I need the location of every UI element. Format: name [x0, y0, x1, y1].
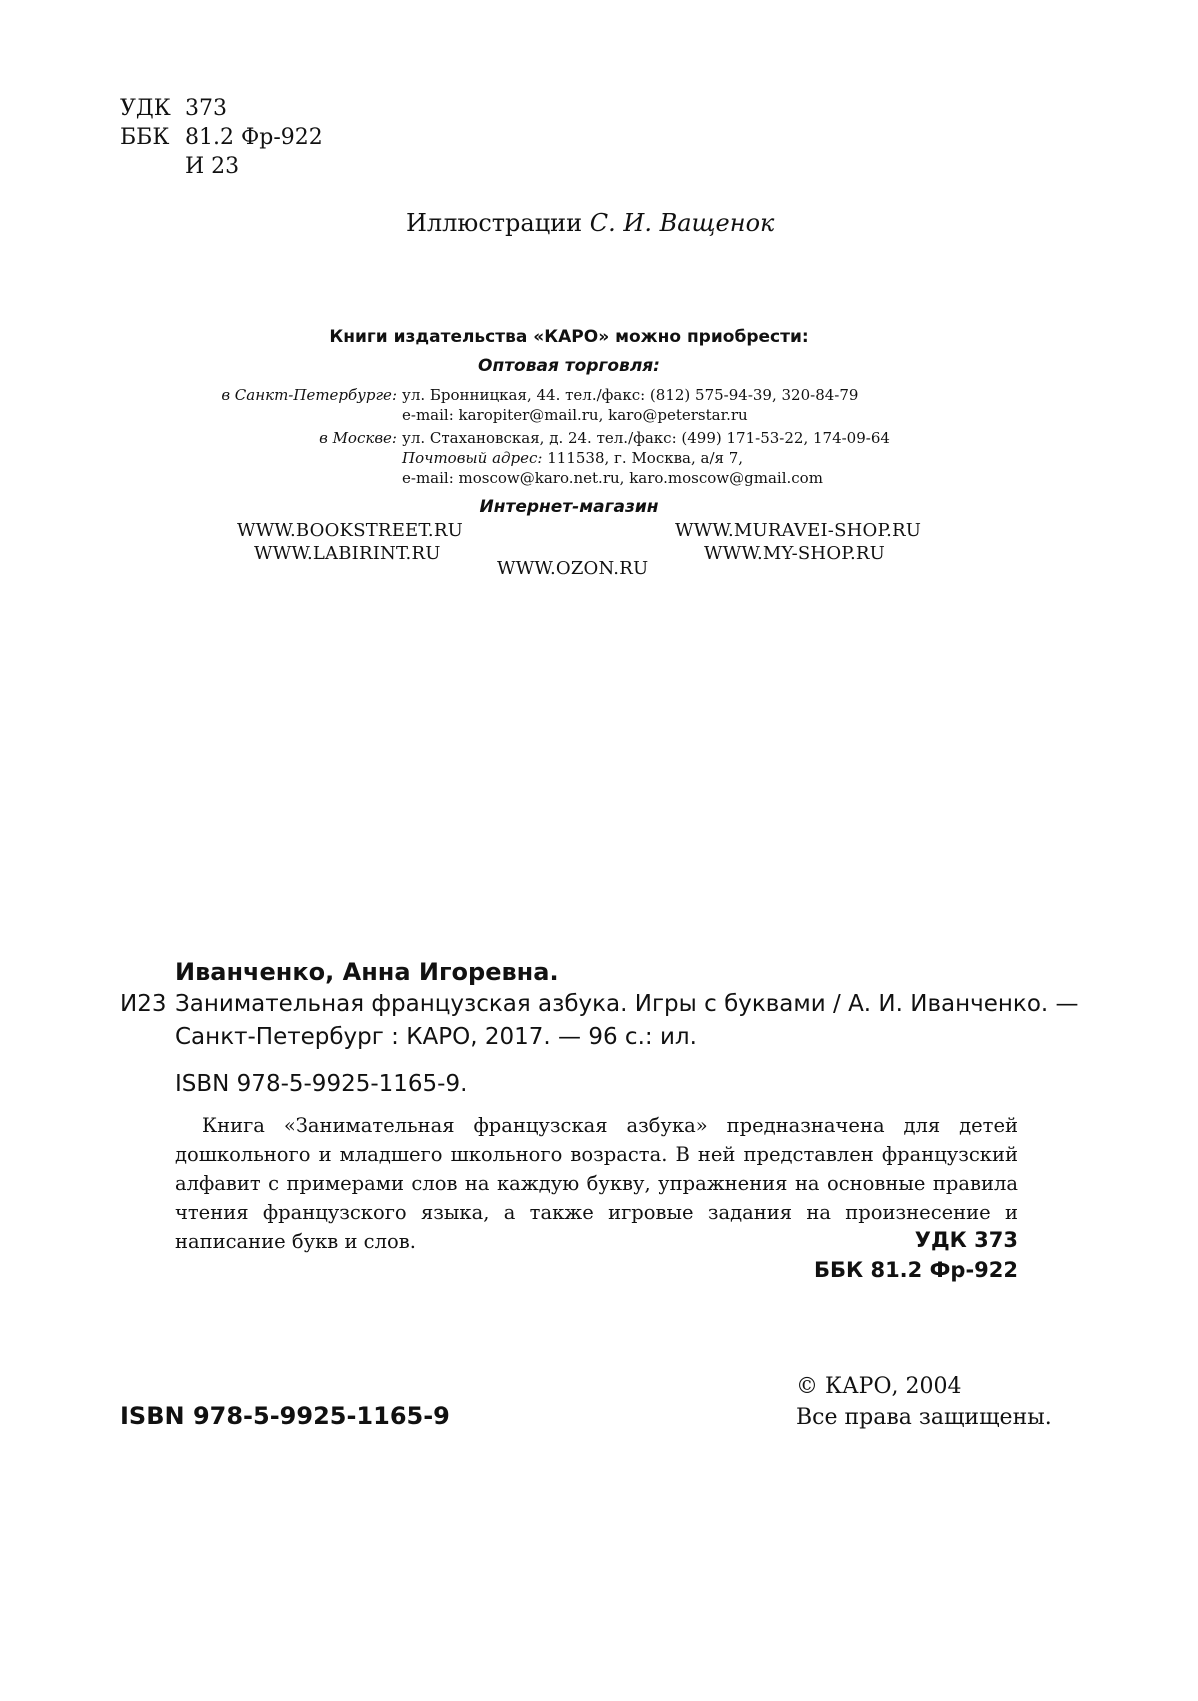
bib-annotation: Книга «Занимательная французская азбука» предназначена для детей дошкольного и младшего школьного возраста. В ней представлен французский алфавит с примерами слов на каждую букву, упражнения на основные правила чтения французского языка, а также игровые задания на произнесение и написание букв и слов.	[175, 1114, 1018, 1253]
udk-label: УДК	[120, 96, 171, 121]
bib-bbk: ББК 81.2 Фр-922	[813, 1258, 1018, 1282]
moscow-postal-value: 111538, г. Москва, а/я 7,	[547, 449, 744, 467]
site-myshop: WWW.MY-SHOP.RU	[704, 543, 885, 564]
site-labirint: WWW.LABIRINT.RU	[254, 543, 441, 564]
bib-imprint-line: Санкт-Петербург : КАРО, 2017. — 96 с.: ил.	[175, 1024, 697, 1050]
footer-isbn: ISBN 978-5-9925-1165-9	[120, 1402, 450, 1430]
spb-email: e-mail: karopiter@mail.ru, karo@peterstar.ru	[402, 406, 748, 424]
bib-classification	[814, 1225, 1018, 1285]
illustrations-prefix: Иллюстрации	[406, 209, 583, 237]
udk-value: 373	[185, 96, 227, 121]
moscow-email: e-mail: moscow@karo.net.ru, karo.moscow@gmail.com	[402, 469, 823, 487]
moscow-postal-label: Почтовый адрес:	[402, 449, 543, 467]
moscow-city-label: в Москве:	[319, 429, 397, 447]
bib-title-line: Занимательная французская азбука. Игры с буквами / А. И. Иванченко. —	[175, 991, 1079, 1017]
bbk-label: ББК	[120, 125, 170, 150]
bib-udk: УДК 373	[914, 1228, 1018, 1252]
udk-line	[120, 94, 323, 123]
bib-isbn: ISBN 978-5-9925-1165-9.	[175, 1071, 468, 1097]
moscow-postal	[402, 448, 890, 468]
moscow-address: ул. Стахановская, д. 24. тел./факс: (499) 171-53-22, 174-09-64	[402, 429, 890, 447]
spb-address: ул. Бронницкая, 44. тел./факс: (812) 575-94-39, 320-84-79	[402, 386, 859, 404]
online-title: Интернет-магазин	[479, 497, 659, 517]
footer-rights-block	[796, 1371, 1052, 1433]
site-ozon: WWW.OZON.RU	[497, 558, 649, 579]
moscow-contacts	[402, 428, 890, 488]
author-sign-line	[120, 152, 323, 181]
author-sign: И 23	[185, 154, 240, 179]
site-muravei: WWW.MURAVEI-SHOP.RU	[675, 520, 922, 541]
spb-city-label: в Санкт-Петербурге:	[221, 386, 397, 404]
classification-block	[120, 94, 323, 181]
illustrations-artist: С. И. Ващенок	[589, 209, 775, 237]
bib-author: Иванченко, Анна Игоревна.	[175, 958, 559, 986]
spb-contacts	[402, 385, 858, 425]
illustrations-credit	[406, 209, 774, 237]
bbk-line	[120, 123, 323, 152]
footer-rights: Все права защищены.	[796, 1405, 1052, 1430]
distribution-title: Книги издательства «КАРО» можно приобрести:	[329, 327, 809, 347]
footer-copyright: © КАРО, 2004	[796, 1374, 962, 1399]
bbk-value: 81.2 Фр-922	[185, 125, 323, 150]
wholesale-title: Оптовая торговля:	[478, 356, 660, 376]
site-bookstreet: WWW.BOOKSTREET.RU	[237, 520, 463, 541]
bib-sign: И23	[120, 991, 167, 1017]
